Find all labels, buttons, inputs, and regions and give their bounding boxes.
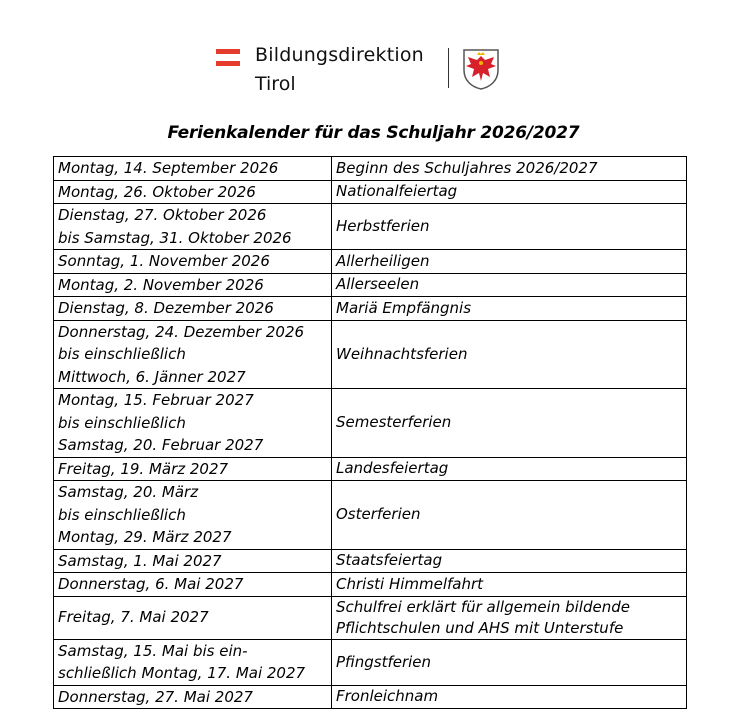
date-cell: Samstag, 20. März bis einschließlich Montag, 29. März 2027 [54,481,332,550]
event-cell: Semesterferien [332,389,687,458]
event-cell: Beginn des Schuljahres 2026/2027 [332,157,687,181]
date-cell: Donnerstag, 6. Mai 2027 [54,573,332,597]
date-cell: Dienstag, 27. Oktober 2026 bis Samstag, 31. Oktober 2026 [54,204,332,250]
table-row [54,180,687,204]
table-row [54,297,687,321]
organization-name: Bildungsdirektion [255,44,424,66]
holiday-calendar-table [53,156,687,709]
date-cell: Donnerstag, 24. Dezember 2026 bis einschließlich Mittwoch, 6. Jänner 2027 [54,320,332,389]
table-row [54,389,687,458]
date-cell: Freitag, 7. Mai 2027 [54,596,332,639]
event-cell: Christi Himmelfahrt [332,573,687,597]
flag-stripe-bottom [216,61,240,66]
austria-flag-icon [216,49,240,69]
date-cell: Sonntag, 1. November 2026 [54,250,332,274]
date-cell: Freitag, 19. März 2027 [54,457,332,481]
date-cell: Donnerstag, 27. Mai 2027 [54,685,332,709]
event-cell: Staatsfeiertag [332,549,687,573]
organization-region: Tirol [255,73,296,95]
event-cell: Pfingstferien [332,639,687,685]
table-row [54,273,687,297]
date-cell: Montag, 2. November 2026 [54,273,332,297]
flag-stripe-top [216,49,240,54]
table-row [54,573,687,597]
date-cell: Montag, 15. Februar 2027 bis einschließlich Samstag, 20. Februar 2027 [54,389,332,458]
event-cell: Schulfrei erklärt für allgemein bildende Pflichtschulen und AHS mit Unterstufe [332,596,687,639]
date-cell: Samstag, 15. Mai bis ein- schließlich Montag, 17. Mai 2027 [54,639,332,685]
date-cell: Montag, 26. Oktober 2026 [54,180,332,204]
event-cell: Allerseelen [332,273,687,297]
document-title: Ferienkalender für das Schuljahr 2026/2027 [167,123,580,143]
header-divider [448,48,449,88]
event-cell: Herbstferien [332,204,687,250]
event-cell: Landesfeiertag [332,457,687,481]
table-row [54,157,687,181]
event-cell: Weihnachtsferien [332,320,687,389]
table-row [54,481,687,550]
table-row [54,596,687,639]
date-cell: Dienstag, 8. Dezember 2026 [54,297,332,321]
event-cell: Mariä Empfängnis [332,297,687,321]
table-row [54,685,687,709]
table-row [54,320,687,389]
event-cell: Nationalfeiertag [332,180,687,204]
tirol-eagle-crest-icon [462,48,500,90]
table-row [54,457,687,481]
event-cell: Allerheiligen [332,250,687,274]
date-cell: Samstag, 1. Mai 2027 [54,549,332,573]
table-row [54,549,687,573]
table-row [54,250,687,274]
event-cell: Osterferien [332,481,687,550]
event-cell: Fronleichnam [332,685,687,709]
table-row [54,204,687,250]
date-cell: Montag, 14. September 2026 [54,157,332,181]
letterhead [0,0,747,110]
table-row [54,639,687,685]
